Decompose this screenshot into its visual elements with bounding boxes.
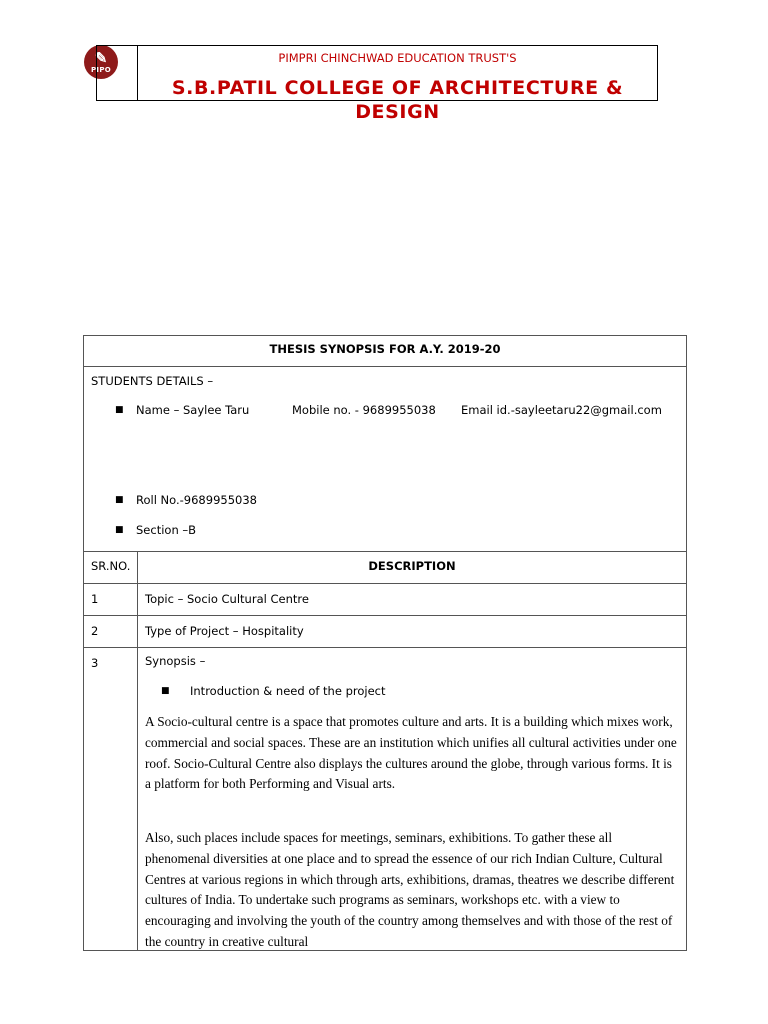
college-name: S.B.PATIL COLLEGE OF ARCHITECTURE & DESIGN (171, 77, 624, 123)
synopsis-paragraph: A Socio-cultural centre is a space that promotes culture and arts. It is a building which mixes work, commercial and social spaces. These are an institution which unifies all cultural activities under one roof. Socio-Cultural Centre also displays the cultures around the globe, through various forms. It is a platform for both Performing and Visual arts. (145, 714, 677, 792)
students-heading: STUDENTS DETAILS – (91, 374, 214, 388)
student-section: Section –B (136, 523, 197, 537)
row-number: 1 (84, 584, 138, 616)
synopsis-subheading: Introduction & need of the project (190, 684, 386, 698)
synopsis-table (83, 335, 687, 951)
logo-emblem-icon: ✎ (94, 49, 108, 67)
srno-header: SR.NO. (84, 552, 138, 584)
row-description: Type of Project – Hospitality (138, 616, 687, 648)
student-name: Name – Saylee Taru (136, 403, 250, 417)
logo-text: PIPO (90, 66, 112, 74)
letterhead (96, 45, 658, 123)
trust-name: PIMPRI CHINCHWAD EDUCATION TRUST'S (278, 51, 517, 65)
synopsis-paragraph: Also, such places include spaces for meetings, seminars, exhibitions. To gather these all phenomenal diversities at one place and to spread the essence of our rich Indian Culture, Cultural Centres at various regions in which through arts, exhibitions, dramas, theatres we describe different cultures of India. To undertake such programs as seminars, workshops etc. with a view to encouraging and involving the youth of the country among themselves and with those of the rest of the country in creative cultural (145, 830, 675, 949)
student-details-row (84, 367, 687, 552)
student-email: Email id.-sayleetaru22@gmail.com (461, 403, 662, 417)
table-title-row (84, 336, 687, 367)
student-roll-no: Roll No.-9689955038 (136, 493, 257, 507)
synopsis-label: Synopsis – (145, 654, 206, 668)
bullet-icon: ■ (115, 495, 124, 505)
bullet-icon: ■ (115, 405, 124, 415)
table-title: THESIS SYNOPSIS FOR A.Y. 2019-20 (84, 336, 687, 367)
bullet-icon: ■ (115, 525, 124, 535)
student-details (84, 367, 687, 552)
row-number: 2 (84, 616, 138, 648)
row-number: 3 (84, 648, 138, 951)
table-row (84, 616, 687, 648)
description-header: DESCRIPTION (138, 552, 687, 584)
table-row (84, 584, 687, 616)
table-row (84, 648, 687, 951)
row-description: Topic – Socio Cultural Centre (138, 584, 687, 616)
column-header-row (84, 552, 687, 584)
student-mobile: Mobile no. - 9689955038 (292, 403, 436, 417)
synopsis-cell (138, 648, 687, 951)
bullet-icon: ■ (161, 686, 170, 696)
